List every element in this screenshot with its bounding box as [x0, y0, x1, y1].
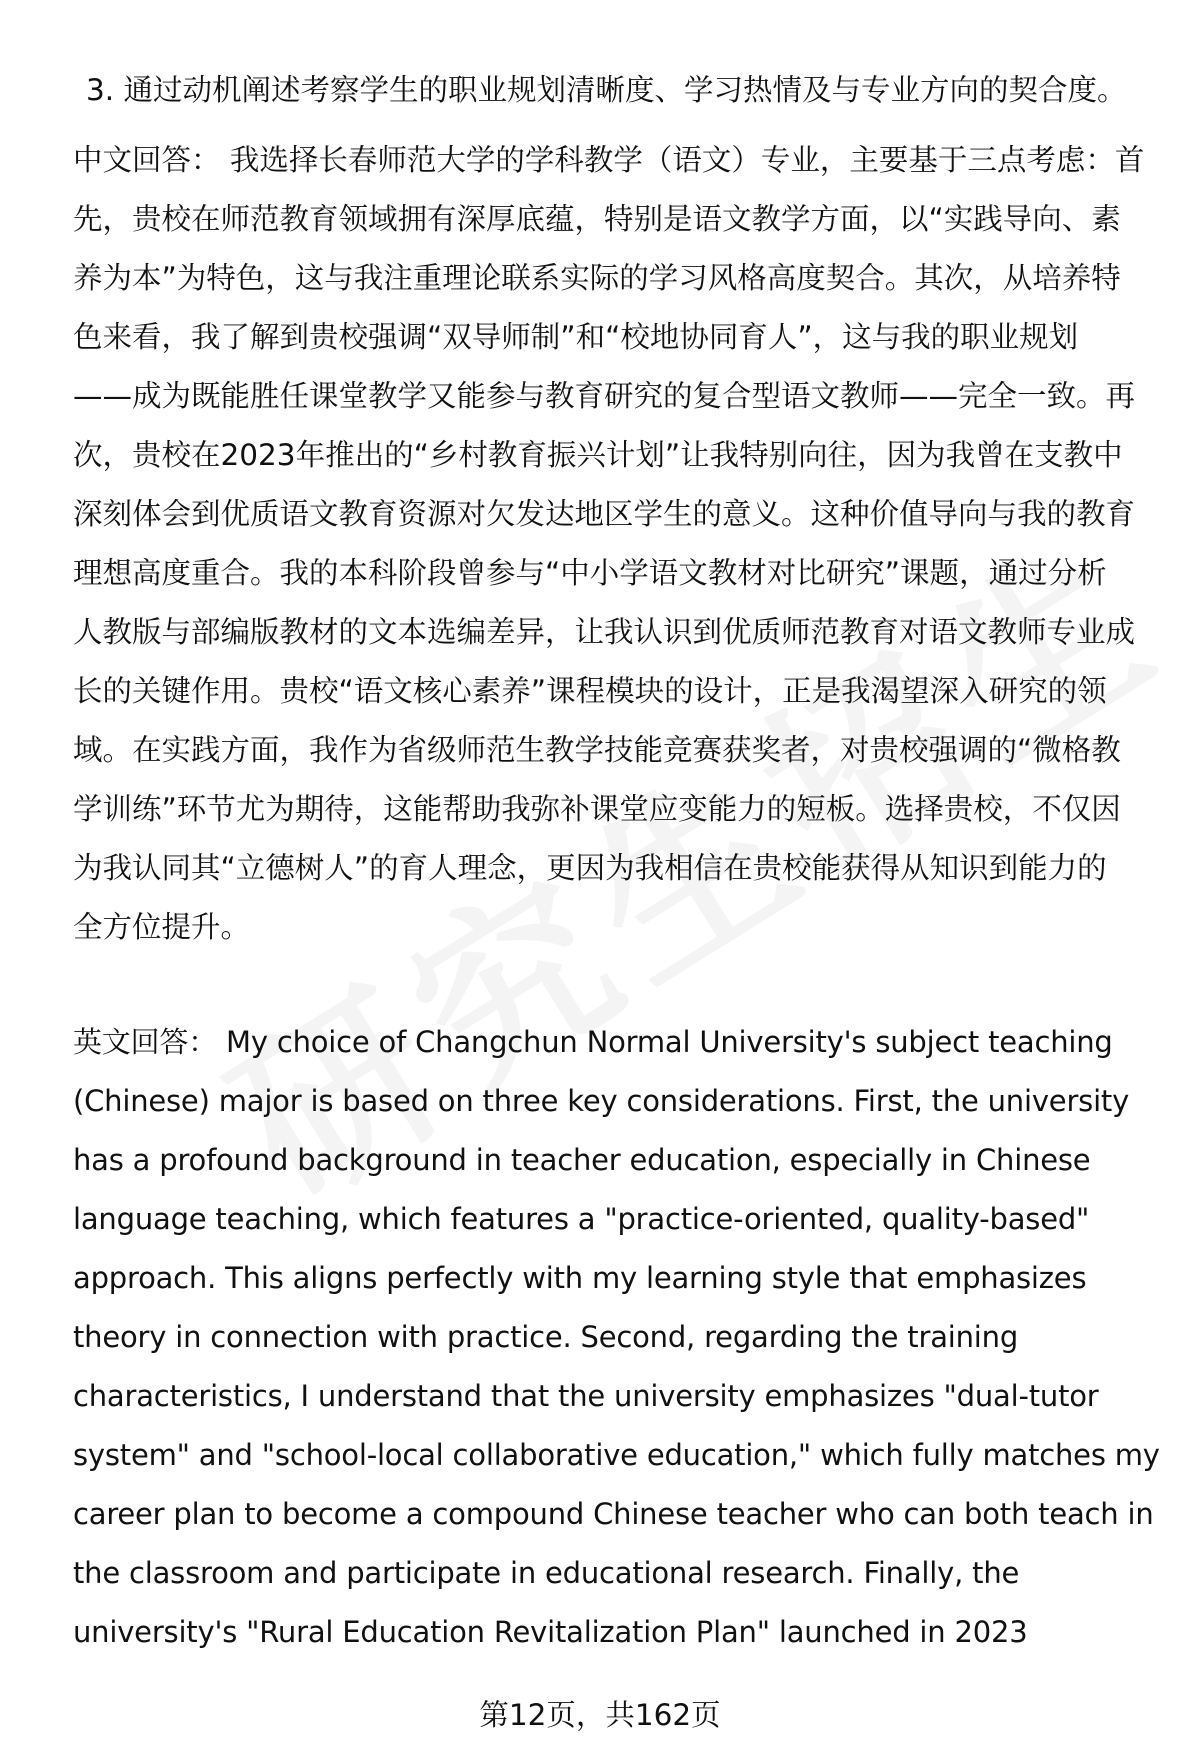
chinese-answer-line: 为我认同其“立德树人”的育人理念，更因为我相信在贵校能获得从知识到能力的	[73, 851, 1107, 885]
chinese-answer-line: 中文回答： 我选择长春师范大学的学科教学（语文）专业，主要基于三点考虑：首	[73, 143, 1145, 177]
chinese-answer-line: 人教版与部编版教材的文本选编差异，让我认识到优质师范教育对语文教师专业成	[73, 615, 1136, 649]
english-answer-line: (Chinese) major is based on three key considerations. First, the university	[73, 1084, 1130, 1118]
chinese-answer-line: 深刻体会到优质语文教育资源对欠发达地区学生的意义。这种价值导向与我的教育	[73, 497, 1136, 531]
chinese-answer-line: 域。在实践方面，我作为省级师范生教学技能竞赛获奖者，对贵校强调的“微格教	[73, 733, 1121, 767]
question-text: 3. 通过动机阐述考察学生的职业规划清晰度、学习热情及与专业方向的契合度。	[86, 73, 1127, 107]
english-answer-line: has a profound background in teacher education, especially in Chinese	[73, 1143, 1091, 1177]
chinese-answer-line: 长的关键作用。贵校“语文核心素养”课程模块的设计，正是我渴望深入研究的领	[73, 674, 1107, 708]
chinese-answer-line: 学训练”环节尤为期待，这能帮助我弥补课堂应变能力的短板。选择贵校，不仅因	[73, 792, 1121, 826]
english-answer-line: approach. This aligns perfectly with my learning style that emphasizes	[73, 1261, 1087, 1295]
chinese-answer-line: 次，贵校在2023年推出的“乡村教育振兴计划”让我特别向往，因为我曾在支教中	[73, 438, 1123, 472]
english-answer-line: characteristics, I understand that the university emphasizes "dual-tutor	[73, 1379, 1099, 1413]
chinese-answer-line: 全方位提升。	[73, 910, 251, 944]
chinese-answer-line: 色来看，我了解到贵校强调“双导师制”和“校地协同育人”，这与我的职业规划	[73, 320, 1079, 354]
page-number: 第12页，共162页	[479, 1698, 721, 1732]
english-answer-line: career plan to become a compound Chinese teacher who can both teach in	[73, 1497, 1154, 1531]
english-answer-line: university's "Rural Education Revitalization Plan" launched in 2023	[73, 1615, 1028, 1649]
english-answer-line: 英文回答： My choice of Changchun Normal University's subject teaching	[73, 1025, 1113, 1059]
english-answer-line: language teaching, which features a "practice-oriented, quality-based"	[73, 1202, 1090, 1236]
chinese-answer-line: 理想高度重合。我的本科阶段曾参与“中小学语文教材对比研究”课题，通过分析	[73, 556, 1107, 590]
english-answer-line: system" and "school-local collaborative education," which fully matches my	[73, 1438, 1160, 1472]
chinese-answer-line: ——成为既能胜任课堂教学又能参与教育研究的复合型语文教师——完全一致。再	[73, 379, 1136, 413]
chinese-answer-line: 养为本”为特色，这与我注重理论联系实际的学习风格高度契合。其次，从培养特	[73, 261, 1121, 295]
english-answer-line: theory in connection with practice. Second, regarding the training	[73, 1320, 1019, 1354]
chinese-answer-line: 先，贵校在师范教育领域拥有深厚底蕴，特别是语文教学方面，以“实践导向、素	[73, 202, 1121, 236]
english-answer-line: the classroom and participate in educational research. Finally, the	[73, 1556, 1020, 1590]
